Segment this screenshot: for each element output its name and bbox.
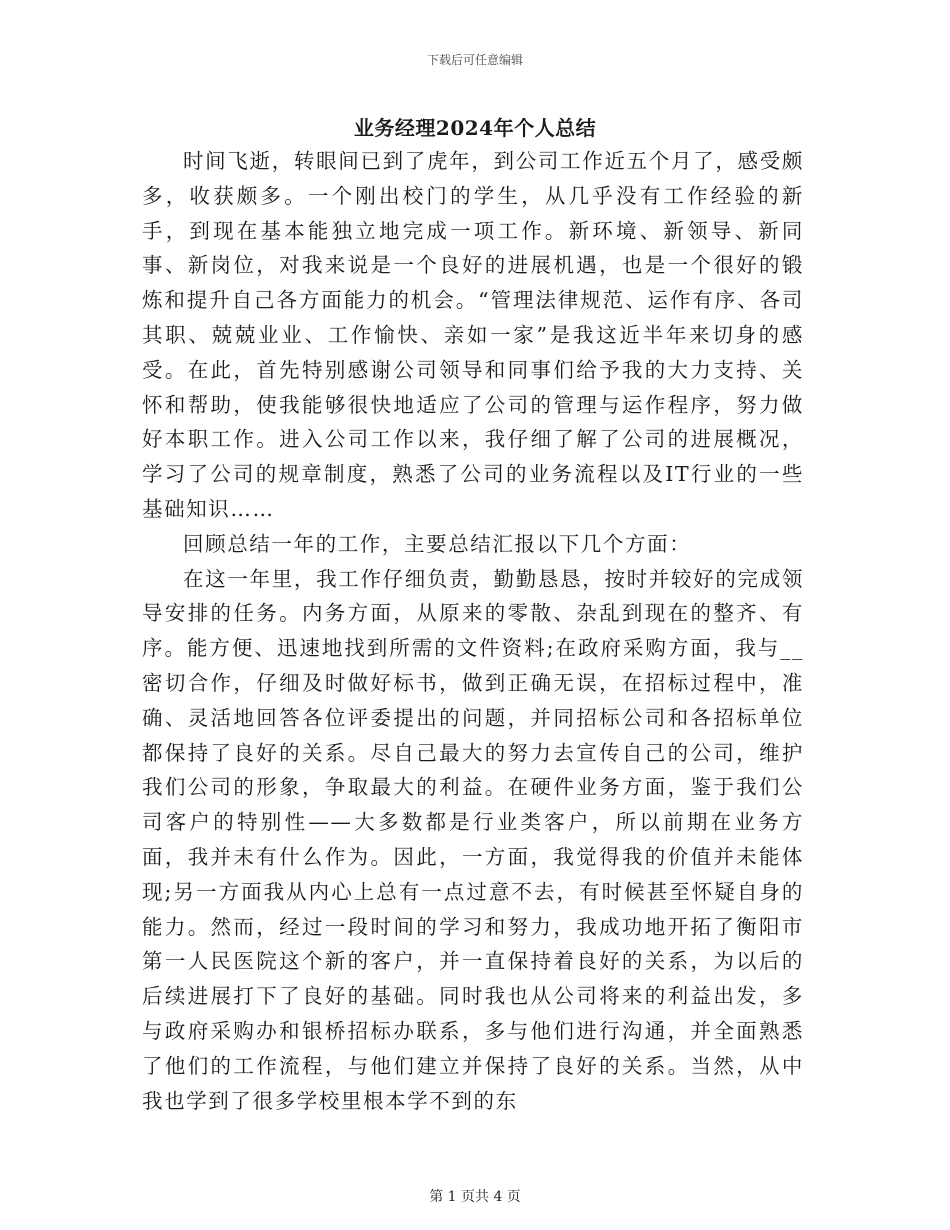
page-number: 第 1 页共 4 页 — [429, 1189, 521, 1205]
document-body — [142, 144, 804, 1118]
paragraph-intro: 时间飞逝，转眼间已到了虎年，到公司工作近五个月了，感受颇多，收获颇多。一个刚出校门的学生，从几乎没有工作经验的新手，到现在基本能独立地完成一项工作。新环境、新领导、新同事、新岗位，对我来说是一个良好的进展机遇，也是一个很好的锻炼和提升自己各方面能力的机会。“管理法律规范、运作有序、各司其职、兢兢业业、工作愉快、亲如一家”是我这近半年来切身的感受。在此，首先特别感谢公司领导和同事们给予我的大力支持、关怀和帮助，使我能够很快地适应了公司的管理与运作程序，努力做好本职工作。进入公司工作以来，我仔细了解了公司的进展概况，学习了公司的规章制度，熟悉了公司的业务流程以及IT行业的一些基础知识…… — [142, 149, 804, 521]
paragraph-work-details: 在这一年里，我工作仔细负责，勤勤恳恳，按时并较好的完成领导安排的任务。内务方面，从原来的零散、杂乱到现在的整齐、有序。能方便、迅速地找到所需的文件资料;在政府采购方面，我与__密切合作，仔细及时做好标书，做到正确无误，在招标过程中，准确、灵活地回答各位评委提出的问题，并同招标公司和各招标单位都保持了良好的关系。尽自己最大的努力去宣传自己的公司，维护我们公司的形象，争取最大的利益。在硬件业务方面，鉴于我们公司客户的特别性——大多数都是行业类客户，所以前期在业务方面，我并未有什么作为。因此，一方面，我觉得我的价值并未能体现;另一方面我从内心上总有一点过意不去，有时候甚至怀疑自身的能力。然而，经过一段时间的学习和努力，我成功地开拓了衡阳市第一人民医院这个新的客户，并一直保持着良好的关系，为以后的后续进展打下了良好的基础。同时我也从公司将来的利益出发，多与政府采购办和银桥招标办联系，多与他们进行沟通，并全面熟悉了他们的工作流程，与他们建立并保持了良好的关系。当然，从中我也学到了很多学校里根本学不到的东 — [142, 566, 804, 1113]
paragraph-review: 回顾总结一年的工作，主要总结汇报以下几个方面： — [183, 531, 692, 556]
document-title: 业务经理2024年个人总结 — [353, 116, 597, 140]
page-header-note: 下载后可任意编辑 — [426, 53, 523, 67]
